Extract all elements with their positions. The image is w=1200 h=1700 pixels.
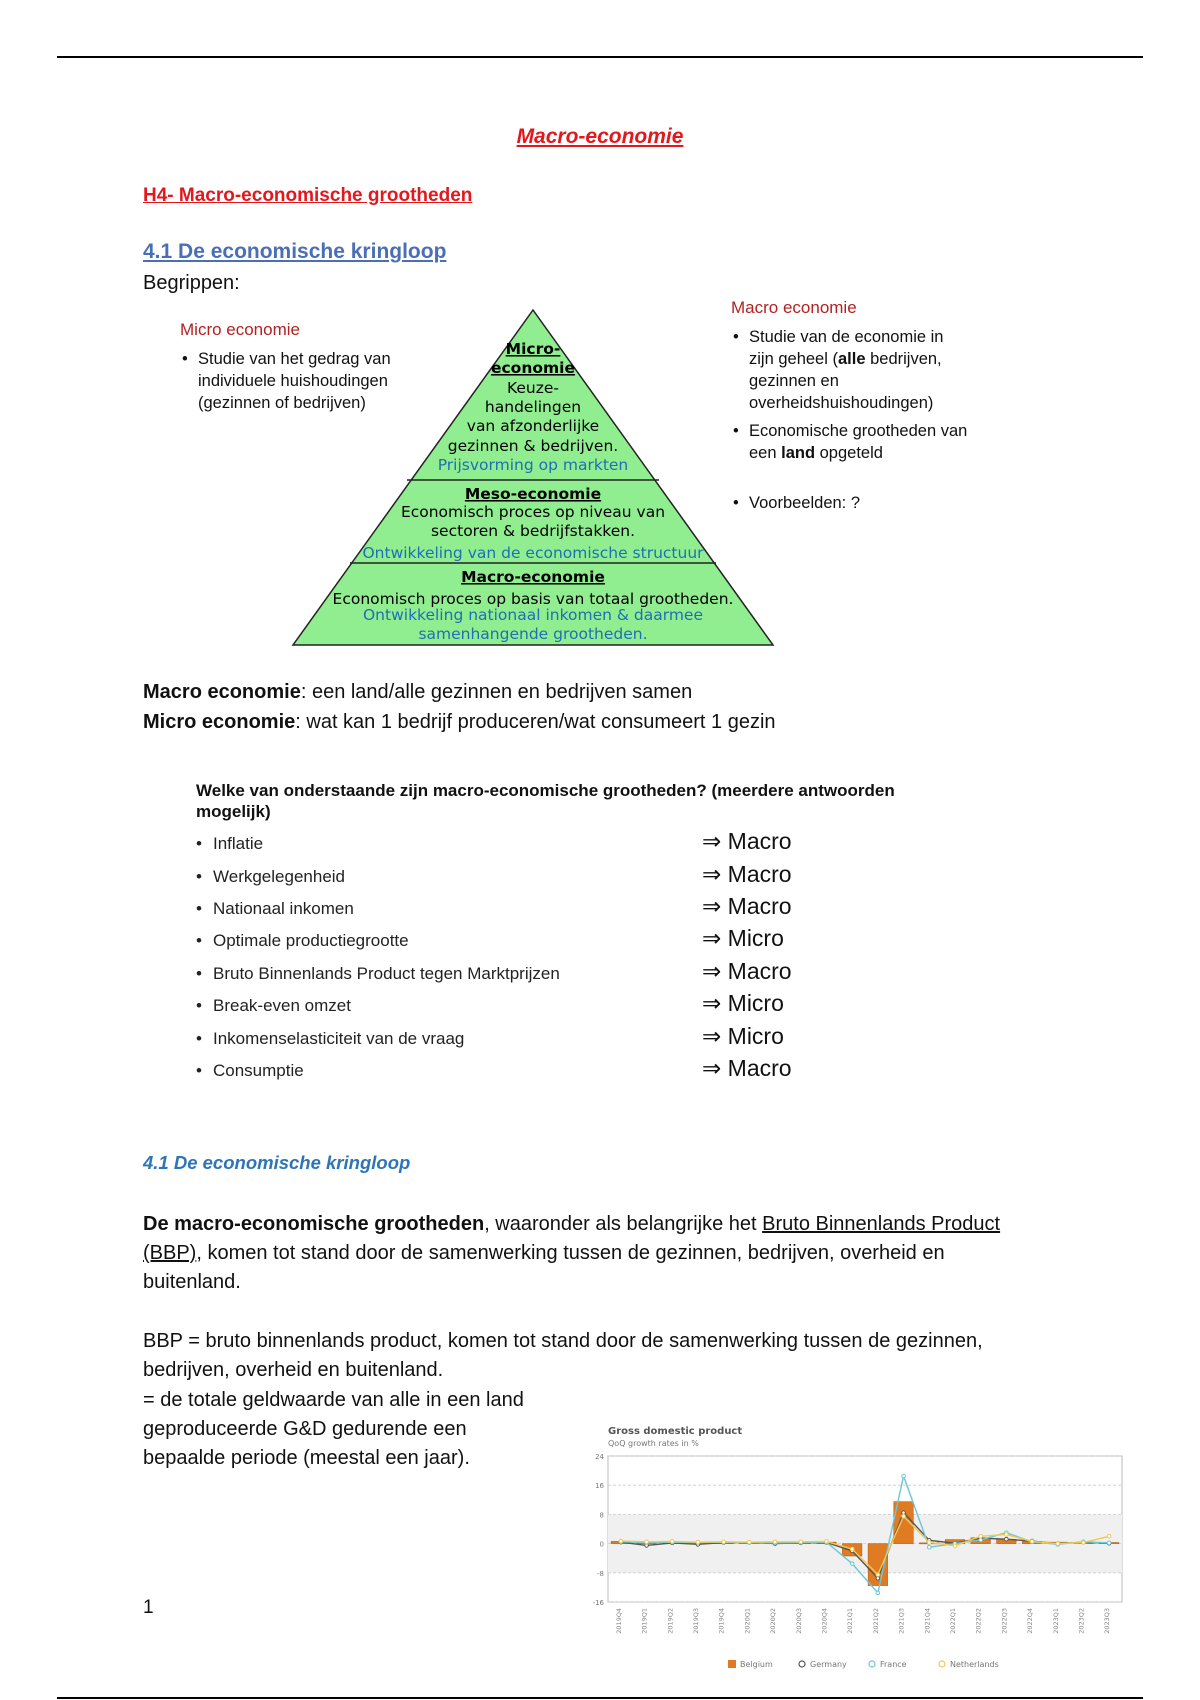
- pyramid-meso-line-1: Economisch proces op niveau van: [400, 503, 666, 521]
- micro-heading: Micro economie: [180, 320, 300, 339]
- chart-point-netherlands: [670, 1540, 674, 1544]
- quiz-answer: ⇒ Micro: [702, 1023, 784, 1049]
- chart-x-tick-label: 2019Q1: [640, 1608, 649, 1634]
- pyramid-micro-title-1: Micro-: [505, 340, 561, 358]
- chart-legend-swatch: [869, 1661, 875, 1667]
- chart-point-netherlands: [1005, 1533, 1009, 1537]
- top-rule: [57, 56, 1143, 58]
- pyramid-micro-line-5: Prijsvorming op markten: [437, 456, 629, 474]
- chart-legend-label: Germany: [810, 1660, 847, 1669]
- chart-point-netherlands: [902, 1514, 906, 1518]
- pyramid-macro-line-3: samenhangende grootheden.: [418, 625, 648, 643]
- chart-y-tick-label: -8: [597, 1569, 604, 1578]
- quiz-answer: ⇒ Macro: [702, 861, 792, 887]
- chart-y-tick-label: -16: [592, 1599, 604, 1607]
- macro-bullet-2: [749, 420, 971, 464]
- chart-y-tick-label: 16: [595, 1482, 604, 1491]
- quiz-row: [196, 893, 896, 925]
- chart-x-tick-label: 2022Q2: [974, 1608, 983, 1634]
- quiz-item: • Inkomenselasticiteit van de vraag: [196, 1029, 464, 1049]
- macro-bullet-1-text-end: bedrijven, gezinnen en overheidshuishoudingen): [749, 350, 942, 412]
- macro-bullet-3: • Voorbeelden: ?: [749, 492, 971, 514]
- quiz-row: [196, 828, 896, 860]
- bbp-paragraph-3: = de totale geldwaarde van alle in een land geproduceerde G&D gedurende een bepaalde periode (meestal een jaar).: [143, 1389, 524, 1469]
- chart-point-netherlands: [927, 1541, 931, 1545]
- macro-definition-text: : een land/alle gezinnen en bedrijven samen: [300, 681, 693, 703]
- pyramid-micro-line-3: van afzonderlijke: [466, 417, 600, 435]
- chart-x-tick-label: 2020Q4: [820, 1608, 829, 1634]
- macro-bullet-2-bold: land: [781, 444, 816, 462]
- quiz-answer: ⇒ Macro: [702, 958, 792, 984]
- chart-point-netherlands: [1107, 1535, 1111, 1539]
- chart-x-tick-label: 2020Q3: [794, 1608, 803, 1634]
- chart-point-netherlands: [876, 1573, 880, 1577]
- macro-bullet-1-text: Studie van de economie in zijn geheel (: [749, 328, 944, 368]
- quiz-item: • Werkgelegenheid: [196, 867, 345, 887]
- chart-x-tick-label: 2023Q2: [1077, 1608, 1086, 1634]
- chapter-heading: H4- Macro-economische grootheden: [143, 185, 473, 206]
- macro-definition-term: Macro economie: [143, 681, 301, 703]
- chart-point-germany: [902, 1511, 906, 1515]
- macro-heading: Macro economie: [731, 298, 857, 317]
- chart-x-tick-label: 2022Q3: [1000, 1608, 1009, 1634]
- quiz-answer: ⇒ Macro: [702, 828, 792, 854]
- gdp-chart-svg: [578, 1422, 1126, 1672]
- chart-point-france: [850, 1562, 854, 1566]
- chart-legend-swatch: [799, 1661, 805, 1667]
- chart-title: Gross domestic product: [608, 1426, 743, 1437]
- bbp-p1-text-end: , komen tot stand door de samenwerking tussen de gezinnen, bedrijven, overheid en buitenland.: [143, 1242, 945, 1293]
- pyramid-macro-title: Macro-economie: [461, 568, 605, 586]
- chart-x-tick-label: 2020Q2: [769, 1608, 778, 1634]
- chart-point-netherlands: [1056, 1542, 1060, 1546]
- quiz-item: • Consumptie: [196, 1061, 304, 1081]
- quiz-row: [196, 990, 896, 1022]
- pyramid-macro-line-1: Economisch proces op basis van totaal grootheden.: [332, 590, 734, 608]
- pyramid-macro-line-2: Ontwikkeling nationaal inkomen & daarmee: [362, 606, 704, 624]
- chart-x-tick-label: 2021Q4: [923, 1608, 932, 1634]
- micro-bullet: • Studie van het gedrag van individuele huishoudingen (gezinnen of bedrijven): [198, 348, 420, 414]
- chart-x-tick-label: 2021Q1: [846, 1608, 855, 1634]
- chart-point-france: [979, 1538, 983, 1542]
- bbp-paragraph-1: [143, 1210, 1023, 1297]
- quiz-item: • Inflatie: [196, 834, 263, 854]
- chart-point-netherlands: [850, 1547, 854, 1551]
- micro-definition-text: : wat kan 1 bedrijf produceren/wat consumeert 1 gezin: [295, 711, 776, 733]
- quiz-row: [196, 1023, 896, 1055]
- chart-x-tick-label: 2019Q2: [666, 1608, 675, 1634]
- pyramid-micro-line-2: handelingen: [484, 398, 582, 416]
- pyramid-micro-line-4: gezinnen & bedrijven.: [447, 437, 619, 455]
- chart-legend-label: Netherlands: [950, 1660, 999, 1669]
- pyramid-micro-title-2: economie: [490, 359, 576, 377]
- chart-point-netherlands: [619, 1539, 623, 1543]
- quiz-answer: ⇒ Micro: [702, 925, 784, 951]
- macro-bullet-2-text-end: opgeteld: [815, 444, 883, 462]
- chart-point-netherlands: [773, 1540, 777, 1544]
- quiz-row: [196, 958, 896, 990]
- chart-y-tick-label: 24: [595, 1453, 604, 1461]
- chart-point-netherlands: [799, 1540, 803, 1544]
- chart-x-tick-label: 2021Q3: [897, 1608, 906, 1634]
- quiz-answer: ⇒ Macro: [702, 1055, 792, 1081]
- bbp-p1-text: , waaronder als belangrijke het: [484, 1213, 763, 1235]
- pyramid-meso-title: Meso-economie: [464, 485, 602, 503]
- chart-point-germany: [876, 1576, 880, 1580]
- chart-y-tick-label: 8: [599, 1511, 604, 1520]
- quiz-row: [196, 925, 896, 957]
- chart-legend-label: France: [880, 1660, 907, 1669]
- macro-bullet-1: [749, 326, 971, 414]
- chart-x-tick-label: 2023Q3: [1103, 1608, 1112, 1634]
- pyramid-meso-line-3: Ontwikkeling van de economische structuur: [362, 544, 704, 562]
- quiz-item: • Nationaal inkomen: [196, 899, 354, 919]
- bottom-rule: [57, 1697, 1143, 1699]
- chart-point-netherlands: [748, 1540, 752, 1544]
- bbp-p1-bold: De macro-economische grootheden: [143, 1213, 485, 1235]
- macro-bullet-2-text: Economische grootheden van een: [749, 422, 968, 462]
- quiz-row: [196, 861, 896, 893]
- chart-legend-swatch: [939, 1661, 945, 1667]
- begrippen-label: Begrippen:: [143, 272, 240, 294]
- page-number: 1: [143, 1597, 154, 1618]
- quiz-item: • Optimale productiegrootte: [196, 931, 409, 951]
- chart-legend-swatch: [728, 1660, 736, 1668]
- chart-point-netherlands: [696, 1540, 700, 1544]
- chart-point-france: [927, 1545, 931, 1549]
- chart-x-tick-label: 2019Q4: [614, 1608, 623, 1634]
- quiz-row: [196, 1055, 896, 1087]
- quiz-item: • Bruto Binnenlands Product tegen Marktprijzen: [196, 964, 560, 984]
- chart-point-france: [1107, 1541, 1111, 1545]
- chart-point-netherlands: [825, 1540, 829, 1544]
- chart-point-germany: [1005, 1537, 1009, 1541]
- pyramid-meso-line-2: sectoren & bedrijfstakken.: [430, 522, 636, 540]
- chart-x-tick-label: 2019Q3: [691, 1608, 700, 1634]
- economics-pyramid: [290, 305, 780, 650]
- chart-point-netherlands: [645, 1540, 649, 1544]
- quiz-answer: ⇒ Macro: [702, 893, 792, 919]
- pyramid-micro-line-1: Keuze-: [506, 379, 560, 397]
- chart-point-netherlands: [979, 1535, 983, 1539]
- chart-x-tick-label: 2021Q2: [871, 1608, 880, 1634]
- gdp-chart: [578, 1422, 1126, 1672]
- chart-x-tick-label: 2023Q1: [1051, 1608, 1060, 1634]
- quiz-item: • Break-even omzet: [196, 996, 351, 1016]
- macro-bullet-1-bold: alle: [837, 350, 866, 368]
- chart-point-france: [876, 1591, 880, 1595]
- chart-subtitle: QoQ growth rates in %: [608, 1439, 699, 1448]
- chart-x-tick-label: 2020Q1: [743, 1608, 752, 1634]
- micro-definition: [143, 711, 776, 734]
- section-heading: 4.1 De economische kringloop: [143, 240, 447, 263]
- bbp-paragraph-2: BBP = bruto binnenlands product, komen tot stand door de samenwerking tussen de gezinnen, bedrijven, overheid en buitenland.: [143, 1330, 983, 1381]
- chart-x-tick-label: 2022Q1: [948, 1608, 957, 1634]
- quiz-answer: ⇒ Micro: [702, 990, 784, 1016]
- chart-point-netherlands: [1030, 1540, 1034, 1544]
- chart-point-netherlands: [1082, 1541, 1086, 1545]
- bbp-p1-underlined: Bruto Binnenlands Product (BBP): [143, 1213, 1001, 1264]
- quiz-question: Welke van onderstaande zijn macro-economische grootheden? (meerdere antwoorden mogelijk): [196, 781, 895, 821]
- chart-y-tick-label: 0: [599, 1540, 604, 1549]
- micro-definition-term: Micro economie: [143, 711, 296, 733]
- macro-definition: [143, 681, 692, 704]
- chart-x-tick-label: 2022Q4: [1026, 1608, 1035, 1634]
- chart-x-tick-label: 2019Q4: [717, 1608, 726, 1634]
- page-title: Macro-economie: [516, 125, 684, 148]
- chart-legend-label: Belgium: [740, 1660, 773, 1669]
- chart-point-france: [902, 1474, 906, 1478]
- chart-point-netherlands: [953, 1544, 957, 1548]
- section-2-heading: 4.1 De economische kringloop: [143, 1152, 411, 1173]
- chart-point-netherlands: [722, 1540, 726, 1544]
